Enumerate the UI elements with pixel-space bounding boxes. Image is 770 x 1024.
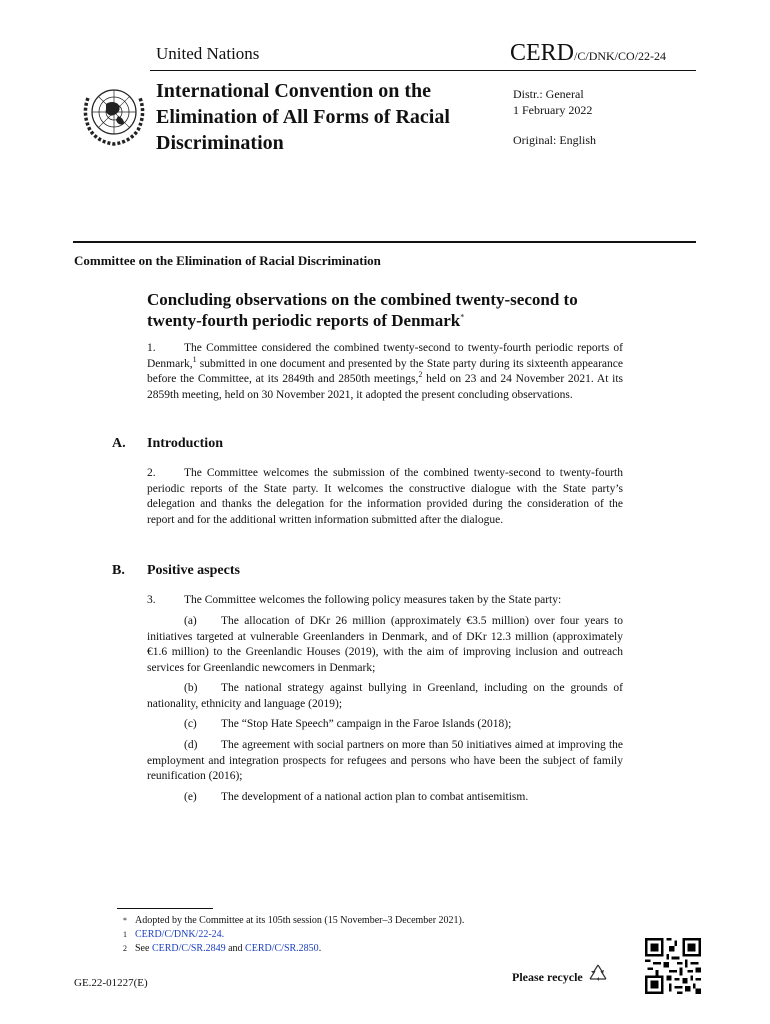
list-item-a	[147, 614, 623, 676]
date-line: 1 February 2022	[513, 103, 593, 117]
org-name: United Nations	[156, 44, 260, 63]
footnote-1	[110, 928, 224, 942]
original-line: Original: English	[513, 133, 596, 147]
job-number: GE.22-01227(E)	[74, 977, 148, 989]
item-text: The “Stop Hate Speech” campaign in the Faroe Islands (2018);	[221, 718, 512, 730]
para-text-a: The Committee considered the combined twenty-second to twenty-fourth periodic reports of Denmark,	[147, 342, 623, 370]
footnote-link[interactable]: CERD/C/DNK/22-24.	[135, 929, 225, 940]
recycle-icon	[586, 962, 610, 986]
distribution-block	[513, 86, 596, 148]
footnote-link-sr2849[interactable]: CERD/C/SR.2849	[151, 943, 226, 954]
document-symbol	[510, 40, 666, 67]
footnote-link-sr2850[interactable]: CERD/C/SR.2850	[245, 943, 319, 954]
item-label: (b)	[184, 682, 198, 694]
footnote-mark: 2	[123, 944, 127, 953]
item-text: The allocation of DKr 26 million (approximately €3.5 million) over four years to initiatives targeted at vulnerable Greenlanders in Denmark, and of DKr 12.3 million (approximately €1.6 million) to the Greenlandic Houses (2019), with the aim of improving inclusion and outreach services for Greenlandic newcomers in Denmark;	[147, 615, 623, 674]
item-text: The national strategy against bullying in Greenland, including on the grounds of nationality, ethnicity and language (2019);	[147, 682, 623, 710]
list-item-b	[147, 681, 623, 712]
section-a-letter: A.	[112, 436, 126, 451]
footnote-pre: See	[135, 943, 152, 954]
para-number: 1.	[147, 342, 156, 354]
heading-rule	[73, 241, 696, 243]
footnote-ref-2[interactable]: 2	[418, 370, 423, 380]
section-a-title: Introduction	[147, 436, 223, 451]
footnote-mid: and	[225, 943, 246, 954]
title-text: Concluding observations on the combined twenty-second to twenty-fourth periodic reports of Denmark	[147, 290, 578, 330]
footnote-star	[110, 914, 464, 928]
footnote-post: .	[318, 943, 322, 954]
title-footnote-mark: *	[460, 312, 465, 322]
footnote-mark: *	[123, 916, 127, 925]
footnote-ref-1[interactable]: 1	[192, 354, 197, 364]
list-item-d	[147, 738, 623, 785]
distr-line: Distr.: General	[513, 87, 584, 101]
para-number: 3.	[147, 594, 156, 606]
footnote-mark: 1	[123, 930, 127, 939]
recycle-text: Please recycle	[512, 970, 583, 984]
paragraph-3	[147, 593, 623, 609]
item-label: (a)	[184, 615, 197, 627]
para-text-c: held on 23 and 24 November 2021. At its 2859th meeting, held on 30 November 2021, it adopted the present concluding observations.	[147, 373, 623, 401]
qr-code-icon	[645, 938, 701, 994]
section-b-title: Positive aspects	[147, 563, 240, 578]
list-item-e	[147, 790, 623, 806]
symbol-rest: /C/DNK/CO/22-24	[574, 49, 667, 63]
un-emblem-icon	[78, 78, 150, 150]
section-b-letter: B.	[112, 563, 125, 578]
paragraph-1	[147, 341, 623, 403]
footnote-text: Adopted by the Committee at its 105th session (15 November–3 December 2021).	[135, 915, 465, 926]
convention-title: International Convention on the Elimination of All Forms of Racial Discrimination	[156, 80, 450, 154]
footnote-2	[110, 942, 321, 956]
para-number: 2.	[147, 467, 156, 479]
list-item-c	[147, 717, 623, 733]
item-label: (e)	[184, 791, 197, 803]
para-text: The Committee welcomes the following policy measures taken by the State party:	[184, 594, 562, 606]
paragraph-2	[147, 466, 623, 528]
para-text-b: submitted in one document and presented by the State party during its sixteenth appearance before the Committee, at its 2849th and 2850th meetings,	[147, 357, 623, 385]
item-label: (d)	[184, 739, 198, 751]
committee-name: Committee on the Elimination of Racial Discrimination	[74, 253, 381, 268]
item-text: The development of a national action plan to combat antisemitism.	[221, 791, 529, 803]
symbol-main: CERD	[510, 40, 575, 66]
item-label: (c)	[184, 718, 197, 730]
footnote-rule	[117, 908, 213, 909]
header-rule	[150, 70, 696, 71]
document-title	[147, 289, 627, 331]
para-text: The Committee welcomes the submission of the combined twenty-second to twenty-fourth periodic reports of the State party. It welcomes the constructive dialogue with the State party’s delegation and thanks the delegation for the information provided during the consideration of the report and for the additional written information submitted after the dialogue.	[147, 467, 623, 526]
item-text: The agreement with social partners on more than 50 initiatives aimed at improving the employment and integration prospects for refugees and persons who have been the subject of family reunification (2016);	[147, 739, 623, 782]
